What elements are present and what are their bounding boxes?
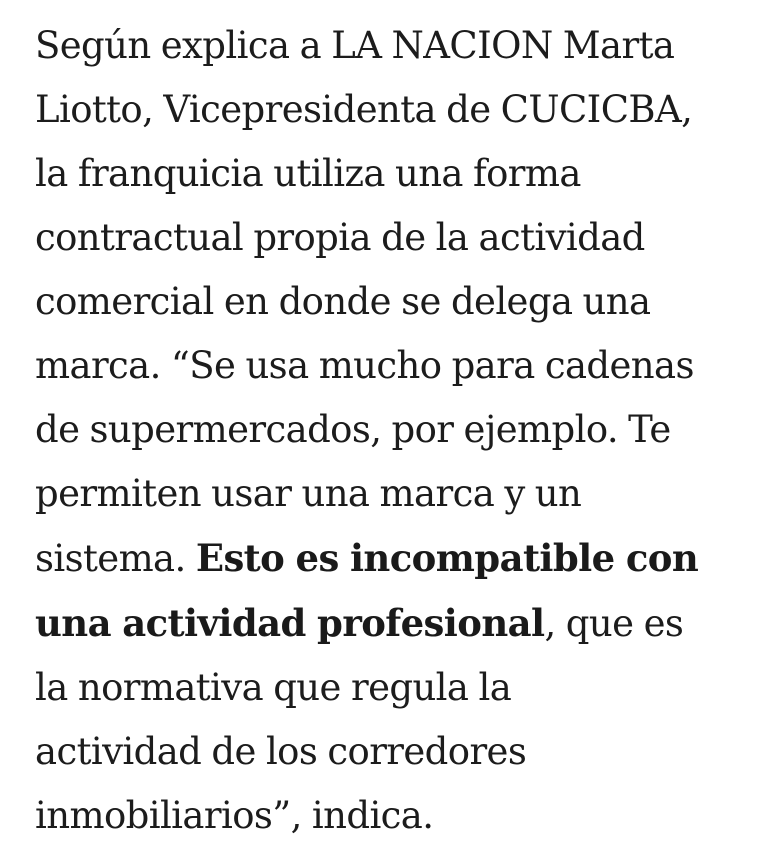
paragraph-line-13 bbox=[35, 784, 744, 848]
text-run: marca. “Se usa mucho para cadenas bbox=[35, 344, 694, 387]
text-run: sistema. bbox=[35, 537, 196, 580]
text-run: actividad de los corredores bbox=[35, 730, 527, 773]
paragraph-line-11 bbox=[35, 656, 744, 720]
text-run: de supermercados, por ejemplo. Te bbox=[35, 408, 671, 451]
paragraph-line-1 bbox=[35, 14, 744, 78]
bold-emphasis: una actividad profesional bbox=[35, 601, 545, 645]
paragraph-line-10 bbox=[35, 591, 744, 656]
text-run: la franquicia utiliza una forma bbox=[35, 152, 581, 195]
text-run: , que es bbox=[544, 602, 684, 645]
text-run: contractual propia de la actividad bbox=[35, 216, 645, 259]
paragraph-line-2 bbox=[35, 78, 744, 142]
text-run: inmobiliarios”, indica. bbox=[35, 794, 434, 837]
paragraph-line-5 bbox=[35, 270, 744, 334]
text-run: permiten usar una marca y un bbox=[35, 472, 582, 515]
article-paragraph bbox=[35, 14, 744, 848]
paragraph-line-12 bbox=[35, 720, 744, 784]
paragraph-line-6 bbox=[35, 334, 744, 398]
paragraph-line-4 bbox=[35, 206, 744, 270]
paragraph-line-9 bbox=[35, 526, 744, 591]
text-run: la normativa que regula la bbox=[35, 666, 512, 709]
bold-emphasis: Esto es incompatible con bbox=[195, 536, 699, 580]
text-run: Según explica a LA NACION Marta bbox=[35, 24, 675, 67]
paragraph-line-7 bbox=[35, 398, 744, 462]
paragraph-line-3 bbox=[35, 142, 744, 206]
paragraph-line-8 bbox=[35, 462, 744, 526]
text-run: comercial en donde se delega una bbox=[35, 280, 651, 323]
text-run: Liotto, Vicepresidenta de CUCICBA, bbox=[35, 88, 693, 131]
